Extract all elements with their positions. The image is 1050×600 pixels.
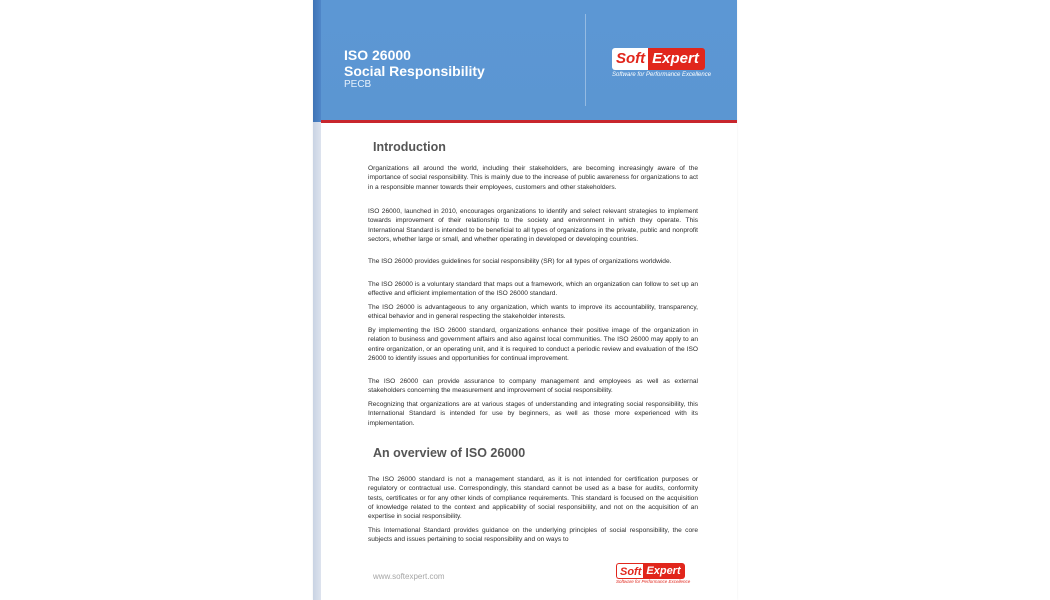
intro-paragraph-6: By implementing the ISO 26000 standard, organizations enhance their positive image of the organization in relation to business and government affairs and also against local communities. The ISO 26000 may apply to an entire organization, or an operating unit, and it is required to conduct a periodic review and evaluation of the ISO 26000 to identify issues and opportunities for continual improvement.	[368, 327, 698, 362]
intro-heading: Introduction	[373, 140, 446, 154]
intro-paragraph-4: The ISO 26000 is a voluntary standard that maps out a framework, which an organization can follow to set up an effective and efficient implementation of the ISO 26000 standard.	[368, 281, 698, 298]
intro-paragraph-8: Recognizing that organizations are at various stages of understanding and integrating social responsibility, this International Standard is intended for use by beginners, as well as those more experienced with its implementation.	[368, 401, 698, 427]
footer-logo-expert-text: Expert	[643, 563, 684, 579]
intro-paragraph-2: ISO 26000, launched in 2010, encourages organizations to identify and select relevant strategies to implement towards improvement of their relationship to the society and environment in which they operate. This International Standard is intended to be beneficial to all types of organizations in the private, public and nonprofit sectors, whether large or small, and whether operating in developed or developing countries.	[368, 208, 698, 243]
page-spine-accent	[313, 0, 321, 122]
footer-logo-soft-text: Soft	[616, 563, 643, 579]
header-divider	[585, 14, 586, 106]
footer-softexpert-logo	[616, 563, 698, 579]
overview-paragraph-2: This International Standard provides guidance on the underlying principles of social responsibility, the core subjects and issues pertaining to social responsibility and on ways to	[368, 527, 698, 544]
intro-paragraph-7: The ISO 26000 can provide assurance to company management and employees as well as external stakeholders concerning the measurement and improvement of social responsibility.	[368, 378, 698, 395]
intro-paragraph-3: The ISO 26000 provides guidelines for social responsibility (SR) for all types of organizations worldwide.	[368, 258, 672, 265]
document-subtitle: PECB	[344, 79, 372, 90]
logo-expert-text: Expert	[648, 48, 705, 70]
intro-paragraph-1: Organizations all around the world, including their stakeholders, are becoming increasingly aware of the importance of social responsibility. This is mainly due to the increase of public awareness for organizations to act in a responsible manner towards their employees, customers and other stakeholders.	[368, 165, 698, 191]
logo-soft-text: Soft	[612, 48, 648, 70]
header-red-rule	[321, 120, 737, 123]
footer-logo-tagline: Software for Performance Excellence	[616, 579, 691, 584]
logo-tagline: Software for Performance Excellence	[612, 72, 712, 78]
overview-heading: An overview of ISO 26000	[373, 446, 526, 460]
document-title-line2: Social Responsibility	[344, 63, 485, 79]
footer-url[interactable]: www.softexpert.com	[373, 572, 445, 581]
softexpert-logo	[612, 48, 724, 70]
intro-paragraph-5: The ISO 26000 is advantageous to any organization, which wants to improve its accountability, transparency, ethical behavior and in general respecting the stakeholder interests.	[368, 304, 698, 321]
overview-paragraph-1: The ISO 26000 standard is not a management standard, as it is not intended for certification purposes or regulatory or contractual use. Correspondingly, this standard cannot be used as a base for audits, conformity tests, certificates or for any other kinds of compliance requirements. This standard is focused on the acquisition of knowledge related to the context and applicability of social responsibility, and not on the acquisition of an expertise in social responsibility.	[368, 476, 698, 521]
document-page	[313, 0, 737, 600]
document-title-line1: ISO 26000	[344, 47, 411, 63]
document-header	[321, 0, 737, 120]
